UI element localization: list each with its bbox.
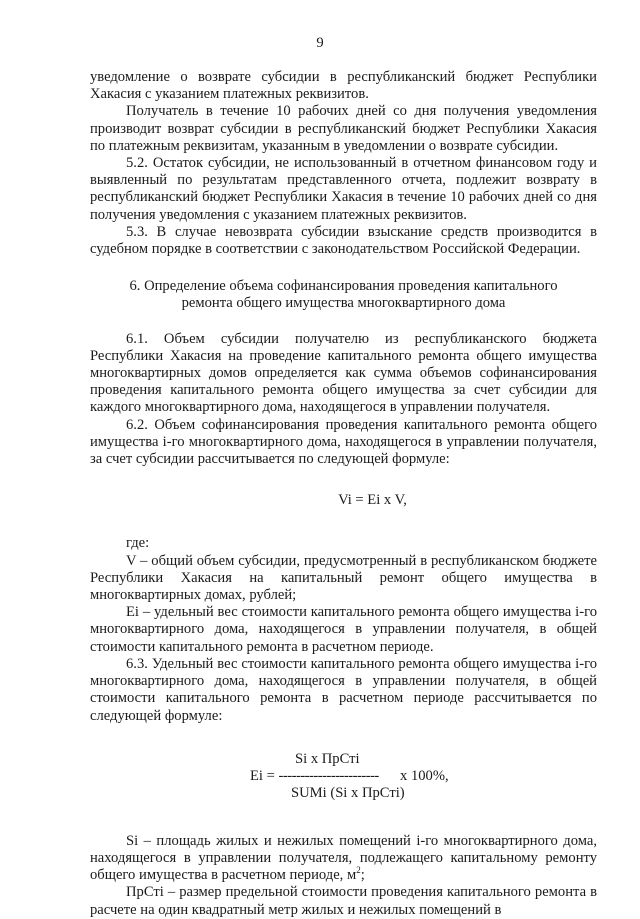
definition-prsti: ПрСтi – размер предельной стоимости проведения капитального ремонта в расчете на один квадратный метр жилых и нежилых помещений в [90,884,597,918]
formula-ei-lhs [250,768,379,785]
formula-ei-numerator: Si x ПрСтi [295,750,360,767]
paragraph-recipient-return: Получатель в течение 10 рабочих дней со дня получения уведомления производит возврат субсидии в республиканский бюджет Республики Хакасия по платежным реквизитам, указанным в уведомлении о возврате субсидии. [90,103,597,154]
document-body [90,69,597,919]
formula-ei-fraction-bar: ----------------------- [278,767,379,784]
definition-v: V – общий объем субсидии, предусмотренный в республиканском бюджете Республики Хакасия на капитальный ремонт общего имущества в многоквартирных домах, рублей; [90,552,597,604]
formula-ei-denominator: SUMi (Si x ПрСтi) [291,784,405,801]
definition-si-superscript: 2 [356,865,361,876]
definition-si-end: ; [360,867,365,884]
paragraph-6-2: 6.2. Объем софинансирования проведения капитального ремонта общего имущества i-го многоквартирного дома, находящегося в управлении получателя, за счет субсидии рассчитывается по следующей формуле: [90,416,597,468]
formula-ei [90,751,597,803]
definition-ei: Ei – удельный вес стоимости капитального ремонта общего имущества i-го многоквартирного дома, находящегося в управлении получателя, в общей стоимости капитального ремонта в расчетном периоде. [90,604,597,655]
section-heading-line-1: 6. Определение объема софинансирования проведения капитального [129,278,558,295]
formula-ei-tail: x 100%, [400,767,449,784]
section-heading-6 [90,278,597,312]
definition-si [90,833,597,885]
paragraph-6-1: 6.1. Объем субсидии получателю из республиканского бюджета Республики Хакасия на проведение капитального ремонта общего имущества многоквартирных домов определяется как сумма объемов софинансирования проведения капитального ремонта общего имущества за счет субсидии для каждого многоквартирного дома, находящегося в управлении получателя. [90,330,597,416]
paragraph-6-3: 6.3. Удельный вес стоимости капитального ремонта общего имущества i-го многоквартирного дома, находящегося в управлении получателя, в общей стоимости капитального ремонта в расчетном периоде рассчитывается по следующей формуле: [90,655,597,724]
paragraph-5-2: 5.2. Остаток субсидии, не использованный в отчетном финансовом году и выявленный по результатам представленного отчета, подлежит возврату в республиканский бюджет Республики Хакасия в течение 10 рабочих дней со дня получения уведомления с указанием платежных реквизитов. [90,155,597,223]
paragraph-return-notice: уведомление о возврате субсидии в республиканский бюджет Республики Хакасия с указанием платежных реквизитов. [90,69,597,103]
section-heading-line-2: ремонта общего имущества многоквартирного дома [181,295,506,312]
paragraph-5-3: 5.3. В случае невозврата субсидии взыскание средств производится в судебном порядке в соответствии с законодательством Российской Федерации. [90,223,597,258]
definition-si-text: Si – площадь жилых и нежилых помещений i-го многоквартирного дома, находящегося в управлении получателя, подлежащего капитальному ремонту общего имущества в расчетном периоде, м [90,832,597,884]
formula-ei-lhs-text: Ei = [250,767,275,784]
formula-vi: Vi = Ei x V, [338,492,407,509]
page-number: 9 [316,35,324,51]
where-label: где: [126,535,150,552]
